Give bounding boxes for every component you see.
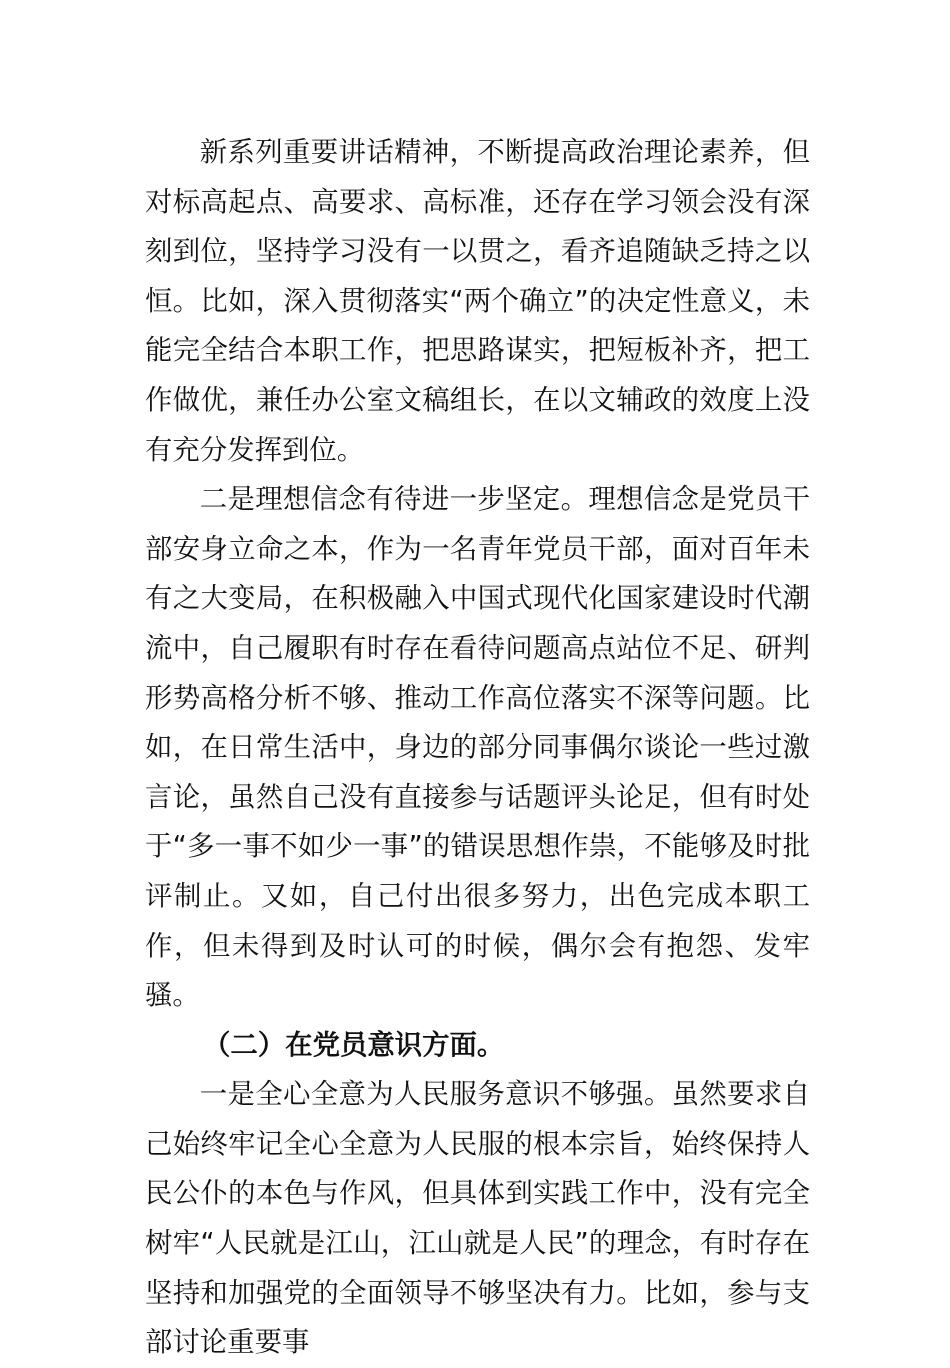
- document-body: [145, 128, 810, 1368]
- section-heading-party-awareness: （二）在党员意识方面。: [203, 1029, 505, 1061]
- paragraph-ideals-beliefs: 二是理想信念有待进一步坚定。理想信念是党员干部安身立命之本，作为一名青年党员干部，面对百年未有之大变局，在积极融入中国式现代化国家建设时代潮流中，自己履职有时存在看待问题高点站位不足、研判形势高格分析不够、推动工作高位落实不深等问题。比如，在日常生活中，身边的部分同事偶尔谈论一些过激言论，虽然自己没有直接参与话题评头论足，但有时处于“多一事不如少一事”的错误思想作祟，不能够及时批评制止。又如，自己付出很多努力，出色完成本职工作，但未得到及时认可的时候，偶尔会有抱怨、发牢骚。: [145, 484, 810, 1012]
- paragraph-serve-the-people: 一是全心全意为人民服务意识不够强。虽然要求自己始终牢记全心全意为人民服的根本宗旨，始终保持人民公仆的本色与作风，但具体到实践工作中，没有完全树牢“人民就是江山，江山就是人民”的理念，有时存在坚持和加强党的全面领导不够坚决有力。比如，参与支部讨论重要事: [145, 1079, 810, 1359]
- paragraph-study-continuation: 新系列重要讲话精神，不断提高政治理论素养，但对标高起点、高要求、高标准，还存在学习领会没有深刻到位，坚持学习没有一以贯之，看齐追随缺乏持之以恒。比如，深入贯彻落实“两个确立”的决定性意义，未能完全结合本职工作，把思路谋实，把短板补齐，把工作做优，兼任办公室文稿组长，在以文辅政的效度上没有充分发挥到位。: [145, 137, 810, 466]
